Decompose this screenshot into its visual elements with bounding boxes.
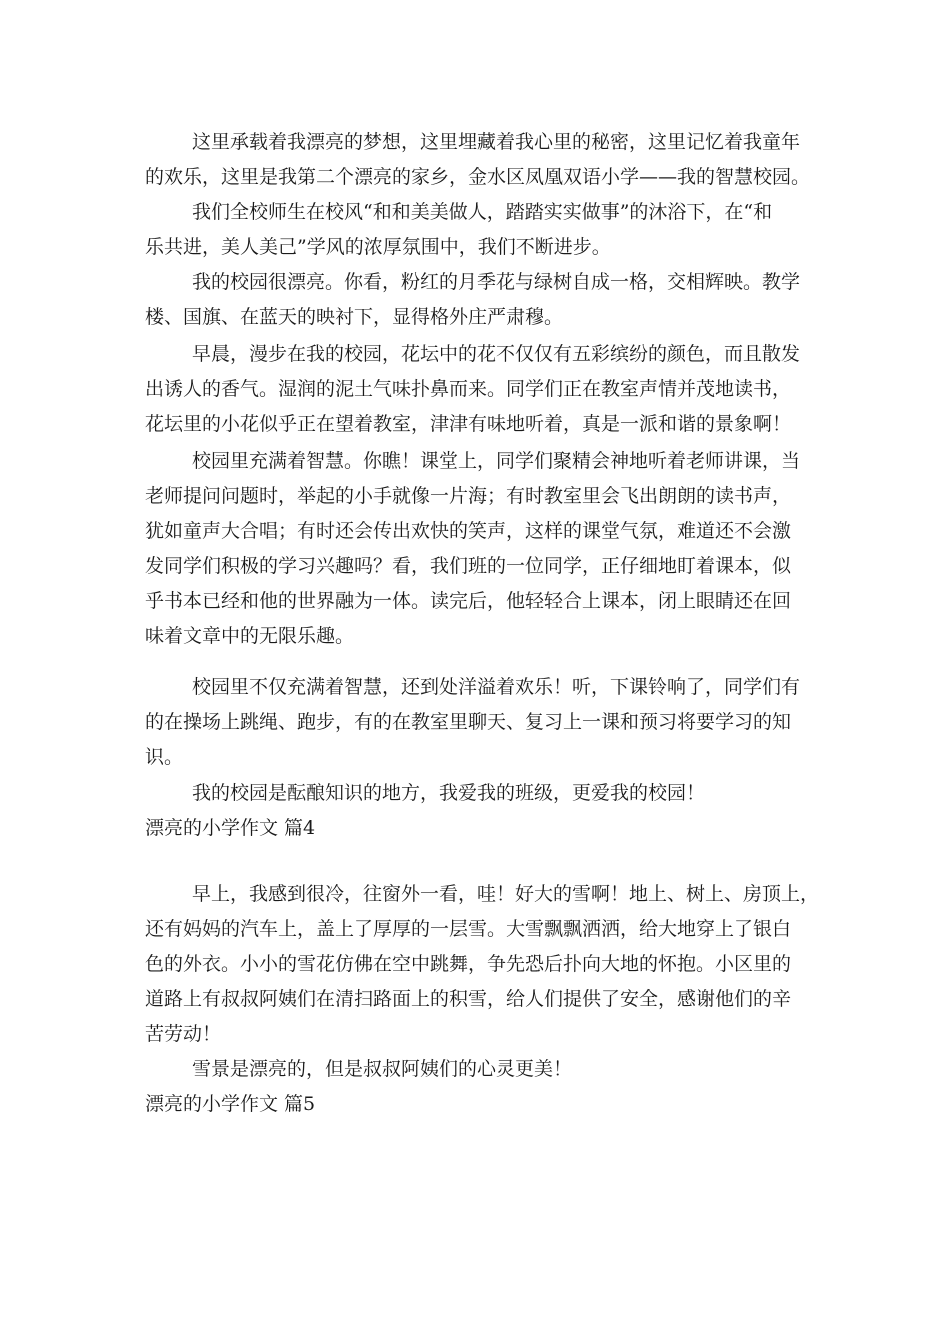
paragraph-2-line-2: 乐共进，美人美己”学风的浓厚氛围中，我们不断进步。	[145, 236, 611, 258]
paragraph-1-line-2: 的欢乐，这里是我第二个漂亮的家乡，金水区凤凰双语小学——我的智慧校园。	[145, 166, 811, 188]
paragraph-2-line-1: 我们全校师生在校风“和和美美做人，踏踏实实做事”的沐浴下，在“和	[192, 201, 773, 223]
paragraph-3-line-1: 我的校园很漂亮。你看，粉红的月季花与绿树自成一格，交相辉映。教学	[192, 271, 801, 293]
paragraph-4-line-3: 花坛里的小花似乎正在望着教室，津津有味地听着，真是一派和谐的景象啊！	[145, 413, 792, 435]
paragraph-8-line-3: 色的外衣。小小的雪花仿佛在空中跳舞，争先恐后扑向大地的怀抱。小区里的	[145, 953, 792, 975]
paragraph-7-line-1: 我的校园是酝酿知识的地方，我爱我的班级，更爱我的校园！	[192, 782, 706, 804]
paragraph-6-line-3: 识。	[145, 746, 184, 768]
paragraph-5-line-4: 发同学们积极的学习兴趣吗？看，我们班的一位同学，正仔细地盯着课本，似	[145, 555, 792, 577]
section-heading-5: 漂亮的小学作文 篇5	[145, 1093, 316, 1115]
paragraph-4-line-1: 早晨，漫步在我的校园，花坛中的花不仅仅有五彩缤纷的颜色，而且散发	[192, 343, 801, 365]
paragraph-5-line-6: 味着文章中的无限乐趣。	[145, 625, 355, 647]
paragraph-8-line-5: 苦劳动！	[145, 1023, 222, 1045]
paragraph-5-line-5: 乎书本已经和他的世界融为一体。读完后，他轻轻合上课本，闭上眼睛还在回	[145, 590, 792, 612]
paragraph-8-line-2: 还有妈妈的汽车上，盖上了厚厚的一层雪。大雪飘飘洒洒，给大地穿上了银白	[145, 918, 792, 940]
paragraph-5-line-3: 犹如童声大合唱；有时还会传出欢快的笑声，这样的课堂气氛，难道还不会激	[145, 520, 792, 542]
section-heading-4: 漂亮的小学作文 篇4	[145, 817, 316, 839]
paragraph-5-line-1: 校园里充满着智慧。你瞧！课堂上，同学们聚精会神地听着老师讲课，当	[192, 450, 801, 472]
paragraph-4-line-2: 出诱人的香气。湿润的泥土气味扑鼻而来。同学们正在教室声情并茂地读书，	[145, 378, 792, 400]
paragraph-6-line-1: 校园里不仅充满着智慧，还到处洋溢着欢乐！听，下课铃响了，同学们有	[192, 676, 801, 698]
paragraph-8-line-1: 早上，我感到很冷，往窗外一看，哇！好大的雪啊！地上、树上、房顶上，	[192, 883, 820, 905]
paragraph-8-line-4: 道路上有叔叔阿姨们在清扫路面上的积雪，给人们提供了安全，感谢他们的辛	[145, 988, 792, 1010]
paragraph-5-line-2: 老师提问问题时，举起的小手就像一片海；有时教室里会飞出朗朗的读书声，	[145, 485, 792, 507]
paragraph-6-line-2: 的在操场上跳绳、跑步，有的在教室里聊天、复习上一课和预习将要学习的知	[145, 711, 792, 733]
paragraph-3-line-2: 楼、国旗、在蓝天的映衬下，显得格外庄严肃穆。	[145, 306, 564, 328]
paragraph-9-line-1: 雪景是漂亮的，但是叔叔阿姨们的心灵更美！	[192, 1058, 573, 1080]
paragraph-1-line-1: 这里承载着我漂亮的梦想，这里埋藏着我心里的秘密，这里记忆着我童年	[192, 131, 801, 153]
